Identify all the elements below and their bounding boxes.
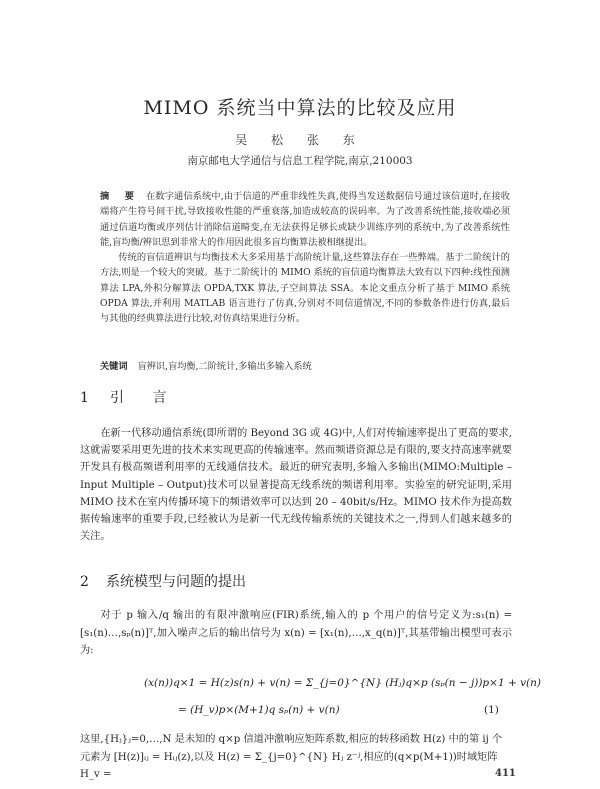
equation-line-2: = (H_v)p×(M+1)q sₚ(n) + v(n) — [178, 704, 340, 716]
section-2-body-continued — [80, 731, 512, 784]
section-1-heading — [80, 387, 178, 407]
equation-line-1: (x(n))q×1 = H(z)s(n) + v(n) = Σ_{j=0}^{N} (Hⱼ)q×p (sₚ(n − j))p×1 + v(n) — [144, 677, 541, 689]
section-2-number: 2 — [80, 574, 89, 590]
keywords-text: 盲辨识,盲均衡,二阶统计,多输出多输入系统 — [137, 361, 312, 372]
equation-number: (1) — [484, 704, 499, 716]
section-1-body — [80, 425, 512, 545]
section-2-title: 系统模型与问题的提出 — [106, 574, 246, 590]
abstract-label: 摘 要 — [100, 191, 141, 202]
abstract-para-1 — [100, 189, 510, 250]
authors: 吴 松 张 东 — [235, 133, 365, 147]
abstract-para-2: 传统的盲信道辨识与均衡技术大多采用基于高阶统计量,这些算法存在一些弊端。基于二阶统计的方法,则是一个较大的突破。基于二阶统计的 MIMO 系统的盲信道均衡算法大致有以下四种:线性预测算法 LPA,外积分解算法 OPDA,TXK 算法,子空间算法 SSA。本论文重点分析了基于 MIMO 系统 OPDA 算法,并利用 MATLAB 语言进行了仿真,分别对不同信道情况,不同的参数条件进行仿真,最后与其他的经典算法进行比较,对仿真结果进行分析。 — [100, 252, 510, 325]
page-number: 411 — [495, 768, 516, 779]
section-2-body — [80, 607, 512, 660]
section-2-heading — [80, 571, 246, 591]
affiliation: 南京邮电大学通信与信息工程学院,南京,210003 — [187, 155, 413, 167]
keywords-label: 关键词 — [100, 361, 128, 372]
section-1-title: 引 言 — [110, 390, 179, 406]
section-2-paragraph-1: 对于 p 输入/q 输出的有限冲激响应(FIR)系统,输入的 p 个用户的信号定义为:s₁(n) = [s₁(n)…,sₚ(n)]ᵀ,加入噪声之后的输出信号为 x(n) = [x₁(n),…,x_q(n)]ᵀ,其基带输出模型可表示为: — [80, 610, 512, 656]
section-2-paragraph-2: 这里,{Hⱼ}ⱼ=0,…,N 是未知的 q×p 信道冲激响应矩阵系数,相应的转移函数 H(z) 中的第 ij 个元素为 [H(z)]ᵢⱼ = Hᵢⱼ(z),以及 H(z) = Σ_{j=0}^{N} Hⱼ z⁻ʲ,相应的(q×p(M+1))时域矩阵 H_v = — [80, 734, 503, 780]
section-1-paragraph: 在新一代移动通信系统(即所谓的 Beyond 3G 或 4G)中,人们对传输速率提出了更高的要求,这就需要采用更先进的技术来实现更高的传输速率。然而频谱资源总是有限的,要支持高速率就要开发具有极高频谱利用率的无线通信技术。最近的研究表明,多输入多输出(MIMO:Multiple – Input Multiple – Output)技术可以显著提高无线系统的频谱利用率。实验室的研究证明,采用 MIMO 技术在室内传播环境下的频谱效率可以达到 20 – 40bit/s/Hz。MIMO 技术作为提高数据传输速率的重要手段,已经被认为是新一代无线传输系统的关键技术之一,得到人们越来越多的关注。 — [80, 428, 512, 543]
section-1-number: 1 — [80, 390, 89, 406]
abstract-block — [100, 189, 510, 327]
keywords — [100, 358, 510, 372]
paper-title: MIMO 系统当中算法的比较及应用 — [143, 97, 457, 119]
abstract-text-1: 在数字通信系统中,由于信道的严重非线性失真,使得当发送数据信号通过该信道时,在接收端将产生符号间干扰,导致接收性能的严重衰落,加造成较高的误码率。为了改善系统性能,接收端必须通过信道均衡或序列估计消除信道畸变,在无法获得足够长或缺少训练序列的系统中,为了改善系统性能,盲均衡/辨识思到非常大的作用因此很多盲均衡算法被相继提出。 — [100, 191, 510, 248]
